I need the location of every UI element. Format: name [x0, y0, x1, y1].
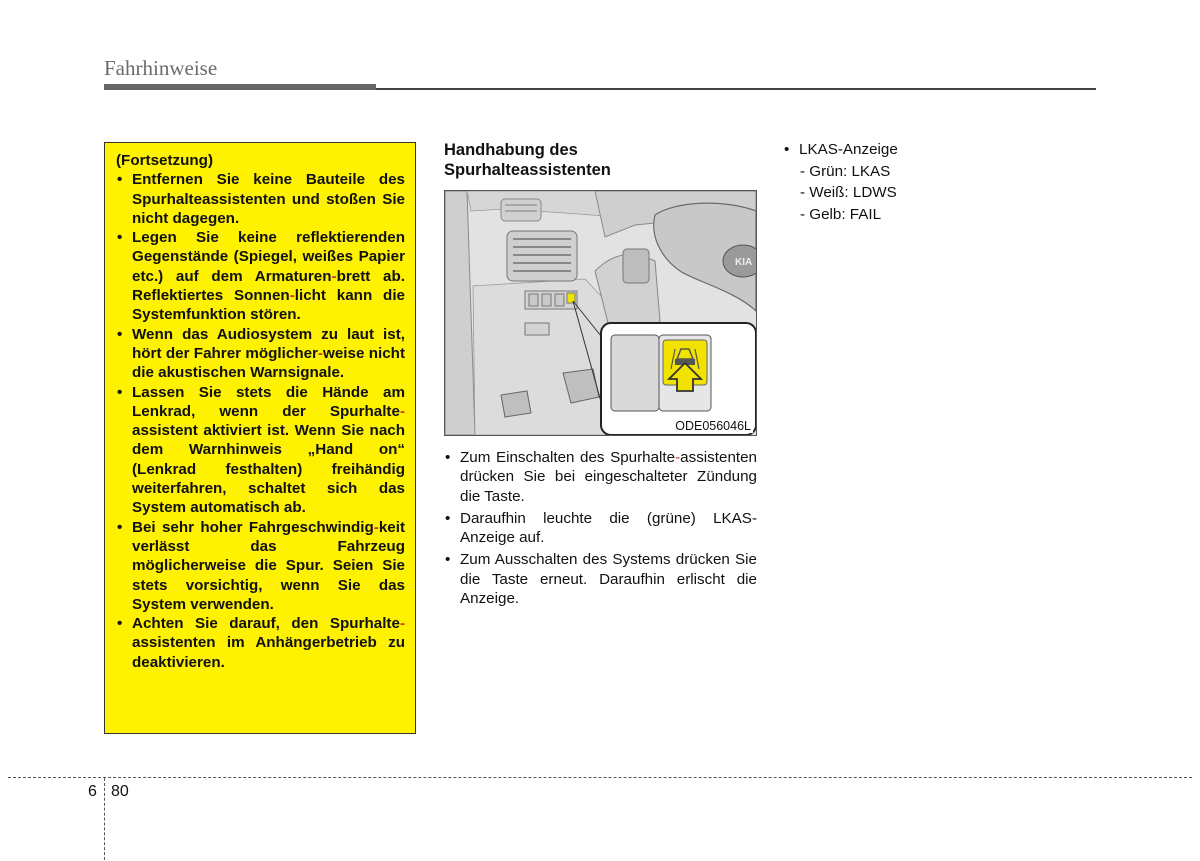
warning-item: • Wenn das Audiosystem zu laut ist, hört der Fahrer möglicher-weise nicht die akustischen Warnsignale. — [116, 325, 405, 383]
warning-box — [104, 142, 416, 734]
section-title-line2: Spurhalteassistenten — [444, 161, 611, 179]
indicator-state-yellow: - Gelb: FAIL — [800, 205, 882, 223]
chapter-number: 6 — [88, 783, 97, 800]
svg-text:KIA: KIA — [735, 257, 753, 268]
image-code: ODE056046L — [675, 419, 751, 433]
warning-item: • Achten Sie darauf, den Spurhalte-assistenten im Anhängerbetrieb zu deaktivieren. — [116, 614, 405, 672]
section-title-line1: Handhabung des — [444, 141, 578, 159]
indicator-state-white: - Weiß: LDWS — [800, 184, 897, 201]
footer-vertical-divider — [104, 778, 105, 860]
warning-heading: (Fortsetzung) — [116, 152, 214, 169]
dashboard-illustration — [444, 190, 757, 436]
page-header-title: Fahrhinweise — [104, 56, 218, 80]
instruction-item: • Zum Einschalten des Spurhalte-assistenten drücken Sie bei eingeschalteter Zündung die Taste. — [444, 448, 757, 506]
instruction-list — [444, 448, 757, 611]
air-vent-icon — [507, 231, 577, 281]
warning-item: • Legen Sie keine reflektierenden Gegenstände (Spiegel, weißes Papier etc.) auf dem Armaturen-brett ab. Reflektiertes Sonnen-licht kann die Systemfunktion stören. — [116, 228, 405, 324]
warning-item: • Lassen Sie stets die Hände am Lenkrad, wenn der Spurhalte-assistent aktiviert ist. Wenn Sie nach dem Warnhinweis „Hand on“ (Lenkrad festhalten) freihändig weiterfahren, schaltet sich das System automatisch ab. — [116, 383, 405, 518]
page-number: 80 — [111, 783, 129, 800]
header-rule-thick — [104, 84, 376, 90]
dashboard-drawing — [445, 191, 756, 435]
header-rule-thin — [376, 88, 1096, 90]
indicator-info — [784, 139, 1004, 225]
warning-item: • Bei sehr hoher Fahrgeschwindig-keit verlässt das Fahrzeug möglicherweise die Spur. Seien Sie stets vorsichtig, wenn Sie das System verwenden. — [116, 518, 405, 614]
instruction-item: • Daraufhin leuchte die (grüne) LKAS-Anzeige auf. — [444, 509, 757, 548]
section-title — [444, 140, 757, 180]
warning-list — [116, 170, 405, 672]
warning-item: • Entfernen Sie keine Bauteile des Spurhalteassistenten und stoßen Sie nicht dagegen. — [116, 170, 405, 228]
instruction-item: • Zum Ausschalten des Systems drücken Sie die Taste erneut. Daraufhin erlischt die Anzeige. — [444, 550, 757, 608]
indicator-state-green: - Grün: LKAS — [800, 162, 891, 180]
indicator-label: • LKAS-Anzeige — [784, 139, 1004, 161]
footer-divider — [8, 777, 1192, 778]
